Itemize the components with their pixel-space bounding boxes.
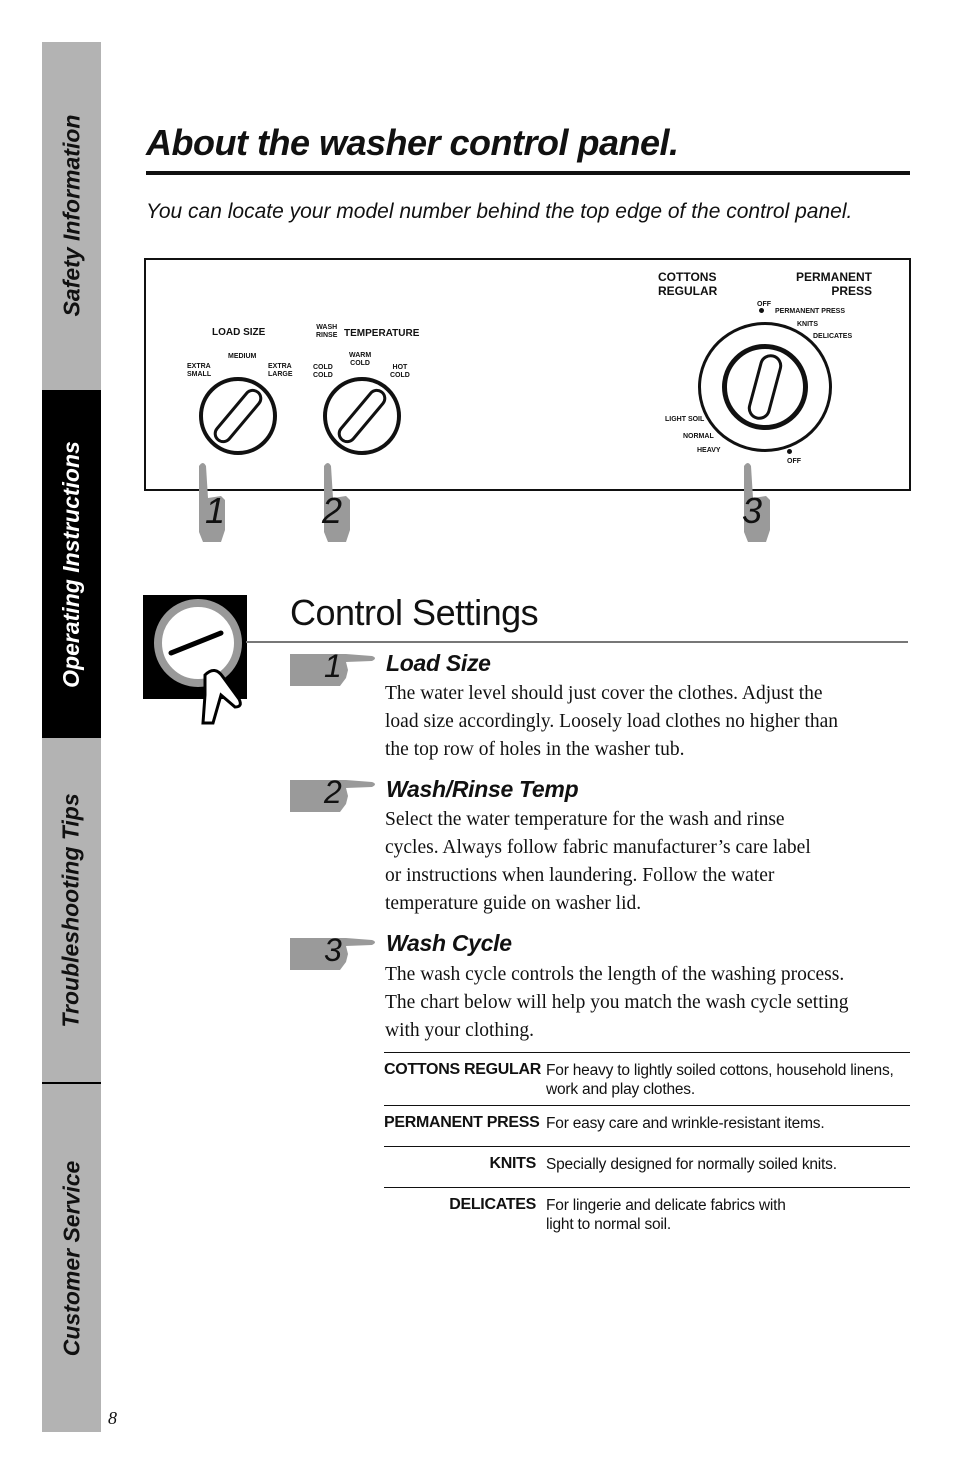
callout-number: 2 — [324, 774, 342, 810]
knits-label: KNITS — [797, 321, 818, 328]
hot-cold-label: HOT COLD — [390, 364, 410, 379]
pointer-hand-3-icon — [288, 934, 380, 979]
pointing-hand-3-icon — [736, 458, 792, 549]
dial-grip-icon — [327, 381, 397, 451]
load-size-dial[interactable] — [199, 377, 277, 455]
table-row — [384, 1187, 910, 1248]
off-label-top: OFF — [757, 301, 771, 308]
table-row — [384, 1105, 910, 1146]
delicates-label: DELICATES — [813, 333, 853, 340]
title-rule — [146, 171, 910, 175]
cycle-term: DELICATES — [449, 1196, 536, 1213]
section-body-load-size: The water level should just cover the clothes. Adjust the load size accordingly. Loosely load clothes no higher than the top row of holes in the washer tub. — [385, 683, 839, 760]
tab-label: Troubleshooting Tips — [58, 793, 85, 1028]
off-label-bottom: OFF — [787, 458, 801, 465]
pointer-hand-2-icon — [288, 776, 380, 821]
cycle-description: For heavy to lightly soiled cottons, household linens, work and play clothes. — [546, 1062, 894, 1098]
wash-rinse-label: WASH RINSE — [316, 324, 338, 339]
control-settings-rule — [246, 641, 908, 643]
temperature-dial[interactable] — [323, 377, 401, 455]
section-body-wash-cycle: The wash cycle controls the length of the washing process. The chart below will help you match the wash cycle setting with your clothing. — [385, 964, 849, 1041]
cycle-description: Specially designed for normally soiled knits. — [546, 1156, 837, 1173]
load-size-label: LOAD SIZE — [212, 327, 266, 338]
page-title: About the washer control panel. — [146, 122, 679, 163]
extra-small-label: EXTRA SMALL — [187, 363, 212, 378]
control-panel-diagram — [144, 258, 911, 491]
callout-number: 2 — [322, 490, 343, 531]
dial-hand-emblem-icon — [143, 595, 273, 730]
callout-number: 3 — [324, 932, 342, 968]
tab-label: Safety Information — [58, 114, 85, 317]
tab-label: Operating Instructions — [58, 440, 85, 688]
pointing-hand-1-icon — [191, 458, 247, 549]
pointer-hand-1-icon — [288, 650, 380, 695]
cycle-term: KNITS — [489, 1155, 536, 1172]
section-title-load-size: Load Size — [386, 650, 491, 676]
table-row — [384, 1052, 910, 1105]
extra-large-label: EXTRA LARGE — [268, 363, 293, 378]
tab-label: Customer Service — [58, 1160, 84, 1356]
permanent-press-heading: PERMANENT PRESS — [796, 270, 873, 298]
page-subtitle: You can locate your model number behind the top edge of the control panel. — [146, 200, 853, 223]
cottons-regular-label: COTTONS REGULAR — [658, 270, 718, 298]
cycle-dial[interactable] — [722, 344, 808, 430]
tab-troubleshooting-tips[interactable] — [42, 739, 101, 1082]
cycle-description: For easy care and wrinkle-resistant items. — [546, 1115, 825, 1132]
callout-number: 1 — [205, 490, 226, 531]
tab-safety-information[interactable] — [42, 42, 101, 389]
heavy-label: HEAVY — [697, 447, 721, 454]
temperature-label: TEMPERATURE — [344, 328, 420, 339]
wash-cycle-table — [384, 1052, 910, 1248]
table-row — [384, 1146, 910, 1187]
cold-cold-label: COLD COLD — [313, 364, 333, 379]
control-settings-heading: Control Settings — [290, 592, 539, 633]
warm-cold-label: WARM COLD — [349, 352, 372, 367]
permanent-press-label: PERMANENT PRESS — [775, 308, 846, 315]
dial-grip-icon — [727, 349, 803, 425]
callout-number: 1 — [324, 648, 342, 684]
section-title-wash-cycle: Wash Cycle — [386, 930, 512, 956]
tab-customer-service[interactable] — [42, 1084, 101, 1432]
page-number: 8 — [108, 1408, 117, 1428]
medium-label: MEDIUM — [228, 353, 257, 360]
light-soil-label: LIGHT SOIL — [665, 416, 705, 423]
cycle-description: For lingerie and delicate fabrics with light to normal soil. — [546, 1197, 786, 1233]
off-marker-bottom — [787, 449, 792, 454]
pointing-hand-2-icon — [316, 458, 372, 549]
cycle-term: COTTONS REGULAR — [384, 1061, 541, 1078]
section-title-wash-rinse-temp: Wash/Rinse Temp — [386, 776, 579, 802]
cycle-term: PERMANENT PRESS — [384, 1114, 540, 1131]
dial-grip-icon — [203, 381, 273, 451]
off-marker-top — [759, 308, 764, 313]
tab-operating-instructions[interactable] — [42, 390, 101, 738]
normal-label: NORMAL — [683, 433, 714, 440]
callout-number: 3 — [742, 490, 763, 531]
section-body-wash-rinse-temp: Select the water temperature for the wash and rinse cycles. Always follow fabric manufacturer’s care label or instructions when laundering. Follow the water temperature guide on washer lid. — [385, 809, 811, 914]
